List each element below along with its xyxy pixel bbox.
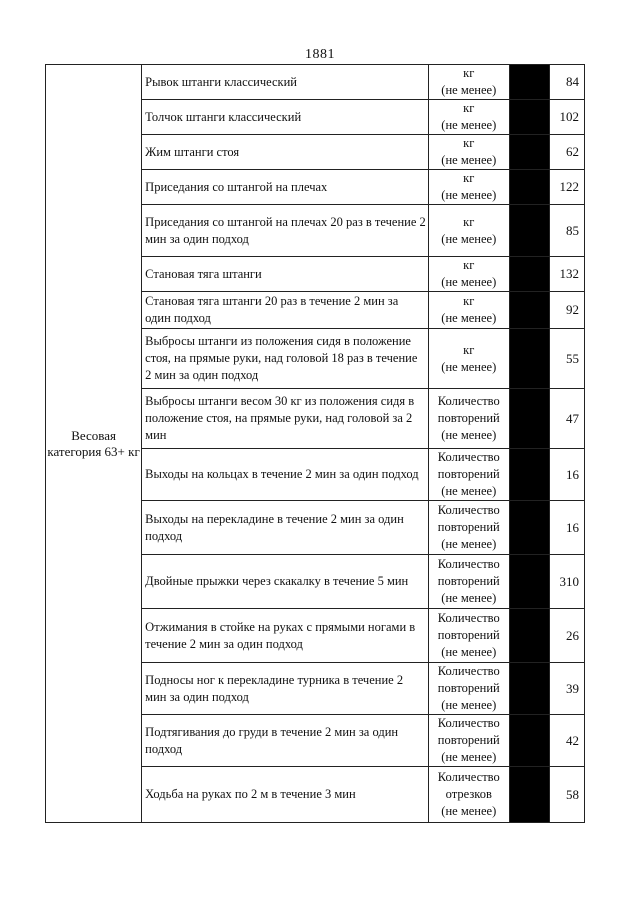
redacted-cell xyxy=(509,449,549,501)
redacted-cell xyxy=(509,767,549,823)
value-cell: 16 xyxy=(549,449,584,501)
unit-line: (не менее) xyxy=(441,484,497,498)
value-cell: 132 xyxy=(549,257,584,292)
unit-line: Количество xyxy=(437,716,500,730)
unit-line: повторений xyxy=(437,733,500,747)
unit-line: (не менее) xyxy=(441,231,497,246)
unit-cell xyxy=(428,100,509,135)
redacted-cell xyxy=(509,715,549,767)
exercise-cell: Выходы на кольцах в течение 2 мин за один подход xyxy=(142,449,429,501)
unit-cell xyxy=(428,555,509,609)
unit-cell xyxy=(428,389,509,449)
unit-line: кг xyxy=(463,258,475,272)
unit-line: повторений xyxy=(437,411,500,425)
redacted-cell xyxy=(509,65,549,100)
value-cell: 58 xyxy=(549,767,584,823)
redacted-cell xyxy=(509,663,549,715)
value-cell: 122 xyxy=(549,170,584,205)
unit-line: (не менее) xyxy=(441,804,497,818)
standards-table xyxy=(45,64,585,823)
unit-line: Количество xyxy=(437,770,500,784)
unit-cell xyxy=(428,65,509,100)
value-cell: 42 xyxy=(549,715,584,767)
exercise-cell: Приседания со штангой на плечах xyxy=(142,170,429,205)
unit-line: Количество xyxy=(437,557,500,571)
value-cell: 92 xyxy=(549,292,584,329)
exercise-cell: Отжимания в стойке на руках с прямыми ногами в течение 2 мин за один подход xyxy=(142,609,429,663)
unit-cell xyxy=(428,329,509,389)
unit-cell xyxy=(428,609,509,663)
unit-line: (не менее) xyxy=(441,428,497,442)
unit-cell xyxy=(428,501,509,555)
redacted-cell xyxy=(509,100,549,135)
value-cell: 16 xyxy=(549,501,584,555)
unit-line: (не менее) xyxy=(441,311,497,325)
unit-line: отрезков xyxy=(445,787,492,801)
unit-line: (не менее) xyxy=(441,537,497,551)
unit-line: (не менее) xyxy=(441,698,497,712)
unit-cell xyxy=(428,135,509,170)
unit-line: повторений xyxy=(437,628,500,642)
redacted-cell xyxy=(509,135,549,170)
exercise-cell: Выходы на перекладине в течение 2 мин за один подход xyxy=(142,501,429,555)
value-cell: 310 xyxy=(549,555,584,609)
unit-cell xyxy=(428,292,509,329)
exercise-cell: Приседания со штангой на плечах 20 раз в течение 2 мин за один подход xyxy=(142,205,429,257)
exercise-cell: Становая тяга штанги xyxy=(142,257,429,292)
unit-line: Количество xyxy=(437,664,500,678)
redacted-cell xyxy=(509,292,549,329)
redacted-cell xyxy=(509,555,549,609)
page-number: 1881 xyxy=(305,47,335,62)
redacted-cell xyxy=(509,501,549,555)
redacted-cell xyxy=(509,257,549,292)
unit-line: (не менее) xyxy=(441,591,497,605)
unit-line: (не менее) xyxy=(441,359,497,374)
unit-cell xyxy=(428,205,509,257)
redacted-cell xyxy=(509,329,549,389)
exercise-cell: Выбросы штанги весом 30 кг из положения сидя в положение стоя, на прямые руки, над головой за 2 мин xyxy=(142,389,429,449)
unit-cell xyxy=(428,767,509,823)
unit-line: Количество xyxy=(437,450,500,464)
unit-line: повторений xyxy=(437,574,500,588)
redacted-cell xyxy=(509,205,549,257)
standards-table-body xyxy=(46,65,585,823)
unit-line: кг xyxy=(463,294,475,308)
unit-line: повторений xyxy=(437,681,500,695)
exercise-cell: Двойные прыжки через скакалку в течение 5 мин xyxy=(142,555,429,609)
unit-line: Количество xyxy=(437,394,500,408)
unit-line: Количество xyxy=(437,611,500,625)
unit-line: кг xyxy=(463,342,475,357)
redacted-cell xyxy=(509,170,549,205)
redacted-cell xyxy=(509,389,549,449)
unit-line: повторений xyxy=(437,467,500,481)
weight-category-cell: Весовая категория 63+ кг xyxy=(46,65,142,823)
value-cell: 55 xyxy=(549,329,584,389)
exercise-cell: Подтягивания до груди в течение 2 мин за один подход xyxy=(142,715,429,767)
unit-line: кг xyxy=(463,136,475,150)
exercise-cell: Ходьба на руках по 2 м в течение 3 мин xyxy=(142,767,429,823)
exercise-cell: Жим штанги стоя xyxy=(142,135,429,170)
exercise-cell: Рывок штанги классический xyxy=(142,65,429,100)
table-row xyxy=(46,65,585,100)
unit-line: (не менее) xyxy=(441,645,497,659)
unit-line: кг xyxy=(463,66,475,80)
exercise-cell: Подносы ног к перекладине турника в течение 2 мин за один подход xyxy=(142,663,429,715)
unit-line: (не менее) xyxy=(441,83,497,97)
value-cell: 102 xyxy=(549,100,584,135)
unit-line: Количество xyxy=(437,503,500,517)
exercise-cell: Толчок штанги классический xyxy=(142,100,429,135)
value-cell: 39 xyxy=(549,663,584,715)
value-cell: 62 xyxy=(549,135,584,170)
value-cell: 84 xyxy=(549,65,584,100)
unit-line: (не менее) xyxy=(441,750,497,764)
unit-line: (не менее) xyxy=(441,118,497,132)
unit-line: кг xyxy=(463,101,475,115)
value-cell: 26 xyxy=(549,609,584,663)
unit-line: (не менее) xyxy=(441,275,497,289)
unit-line: (не менее) xyxy=(441,188,497,202)
unit-line: повторений xyxy=(437,520,500,534)
unit-cell xyxy=(428,170,509,205)
unit-line: (не менее) xyxy=(441,153,497,167)
unit-cell xyxy=(428,663,509,715)
exercise-cell: Становая тяга штанги 20 раз в течение 2 мин за один подход xyxy=(142,292,429,329)
redacted-cell xyxy=(509,609,549,663)
unit-cell xyxy=(428,257,509,292)
unit-line: кг xyxy=(463,214,475,229)
unit-cell xyxy=(428,449,509,501)
unit-line: кг xyxy=(463,171,475,185)
unit-cell xyxy=(428,715,509,767)
exercise-cell: Выбросы штанги из положения сидя в положение стоя, на прямые руки, над головой 18 раз в течение 2 мин за один подход xyxy=(142,329,429,389)
value-cell: 47 xyxy=(549,389,584,449)
value-cell: 85 xyxy=(549,205,584,257)
